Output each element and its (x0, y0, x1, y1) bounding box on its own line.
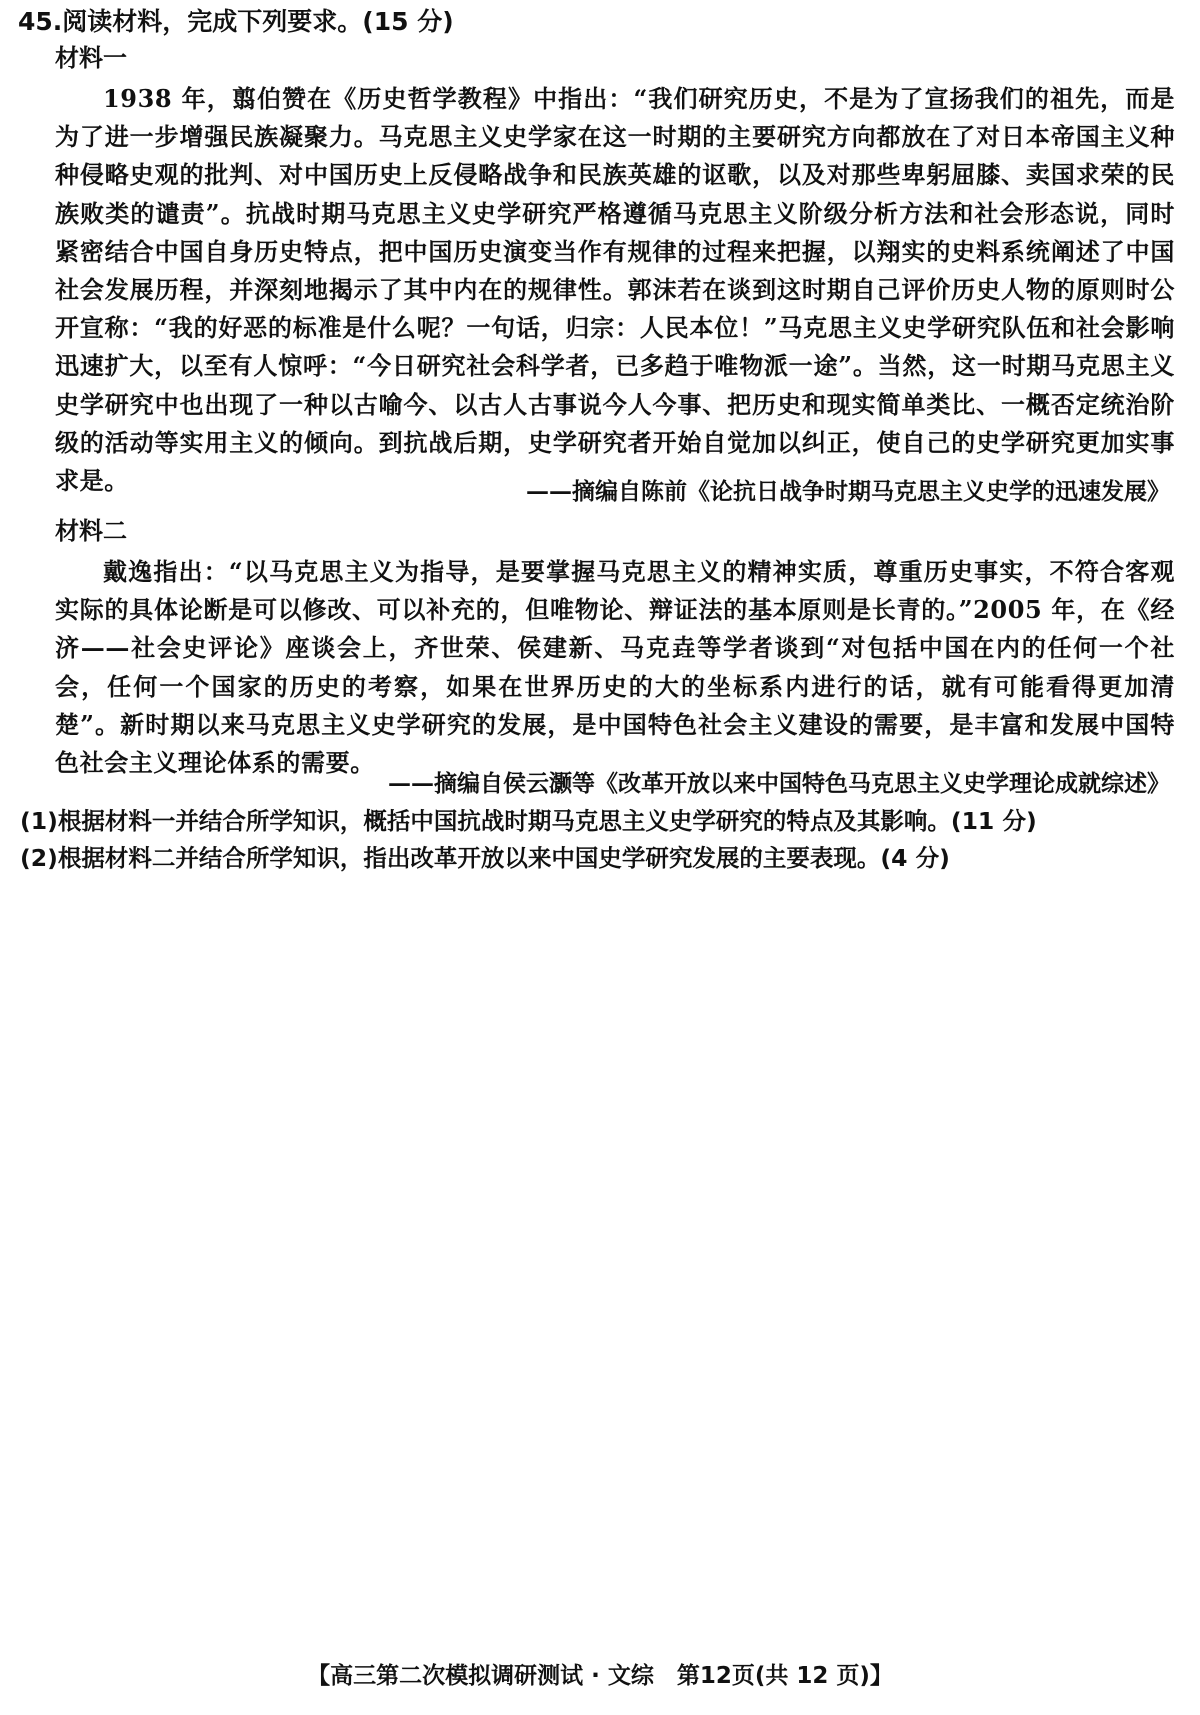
subquestion-1: (1)根据材料一并结合所学知识，概括中国抗战时期马克思主义史学研究的特点及其影响。(11 分) (20, 807, 1037, 835)
page-footer: 【高三第二次模拟调研测试 · 文综 第12页(共 12 页)】 (307, 1663, 893, 1689)
material-1-source: ——摘编自陈前《论抗日战争时期马克思主义史学的迅速发展》 (526, 478, 1170, 505)
material-2-body: 戴逸指出：“以马克思主义为指导，是要掌握马克思主义的精神实质，尊重历史事实，不符合客观实际的具体论断是可以修改、可以补充的，但唯物论、辩证法的基本原则是长青的。”2005 年，在《经济——社会史评论》座谈会上，齐世荣、侯建新、马克垚等学者谈到“对包括中国在内的任何一个社会，任何一个国家的历史的考察，如果在世界历史的大的坐标系内进行的话，就有可能看得更加清楚”。新时期以来马克思主义史学研究的发展，是中国特色社会主义建设的需要，是丰富和发展中国特色社会主义理论体系的需要。 (55, 557, 1175, 778)
question-header: 45.阅读材料，完成下列要求。(15 分) (18, 7, 454, 36)
subquestion-2: (2)根据材料二并结合所学知识，指出改革开放以来中国史学研究发展的主要表现。(4 分) (20, 844, 950, 872)
material-1-body: 1938 年，翦伯赞在《历史哲学教程》中指出：“我们研究历史，不是为了宣扬我们的祖先，而是为了进一步增强民族凝聚力。马克思主义史学家在这一时期的主要研究方向都放在了对日本帝国主义种种侵略史观的批判、对中国历史上反侵略战争和民族英雄的讴歌，以及对那些卑躬屈膝、卖国求荣的民族败类的谴责”。抗战时期马克思主义史学研究严格遵循马克思主义阶级分析方法和社会形态说，同时紧密结合中国自身历史特点，把中国历史演变当作有规律的过程来把握，以翔实的史料系统阐述了中国社会发展历程，并深刻地揭示了其中内在的规律性。郭沫若在谈到这时期自己评价历史人物的原则时公开宣称：“我的好恶的标准是什么呢？一句话，归宗：人民本位！”马克思主义史学研究队伍和社会影响迅速扩大，以至有人惊呼：“今日研究社会科学者，已多趋于唯物派一途”。当然，这一时期马克思主义史学研究中也出现了一种以古喻今、以古人古事说今人今事、把历史和现实简单类比、一概否定统治阶级的活动等实用主义的倾向。到抗战后期，史学研究者开始自觉加以纠正，使自己的史学研究更加实事求是。 (55, 84, 1175, 496)
material-1-title: 材料一 (55, 44, 127, 72)
material-2-source: ——摘编自侯云灏等《改革开放以来中国特色马克思主义史学理论成就综述》 (388, 770, 1170, 797)
material-2-title: 材料二 (55, 517, 127, 545)
